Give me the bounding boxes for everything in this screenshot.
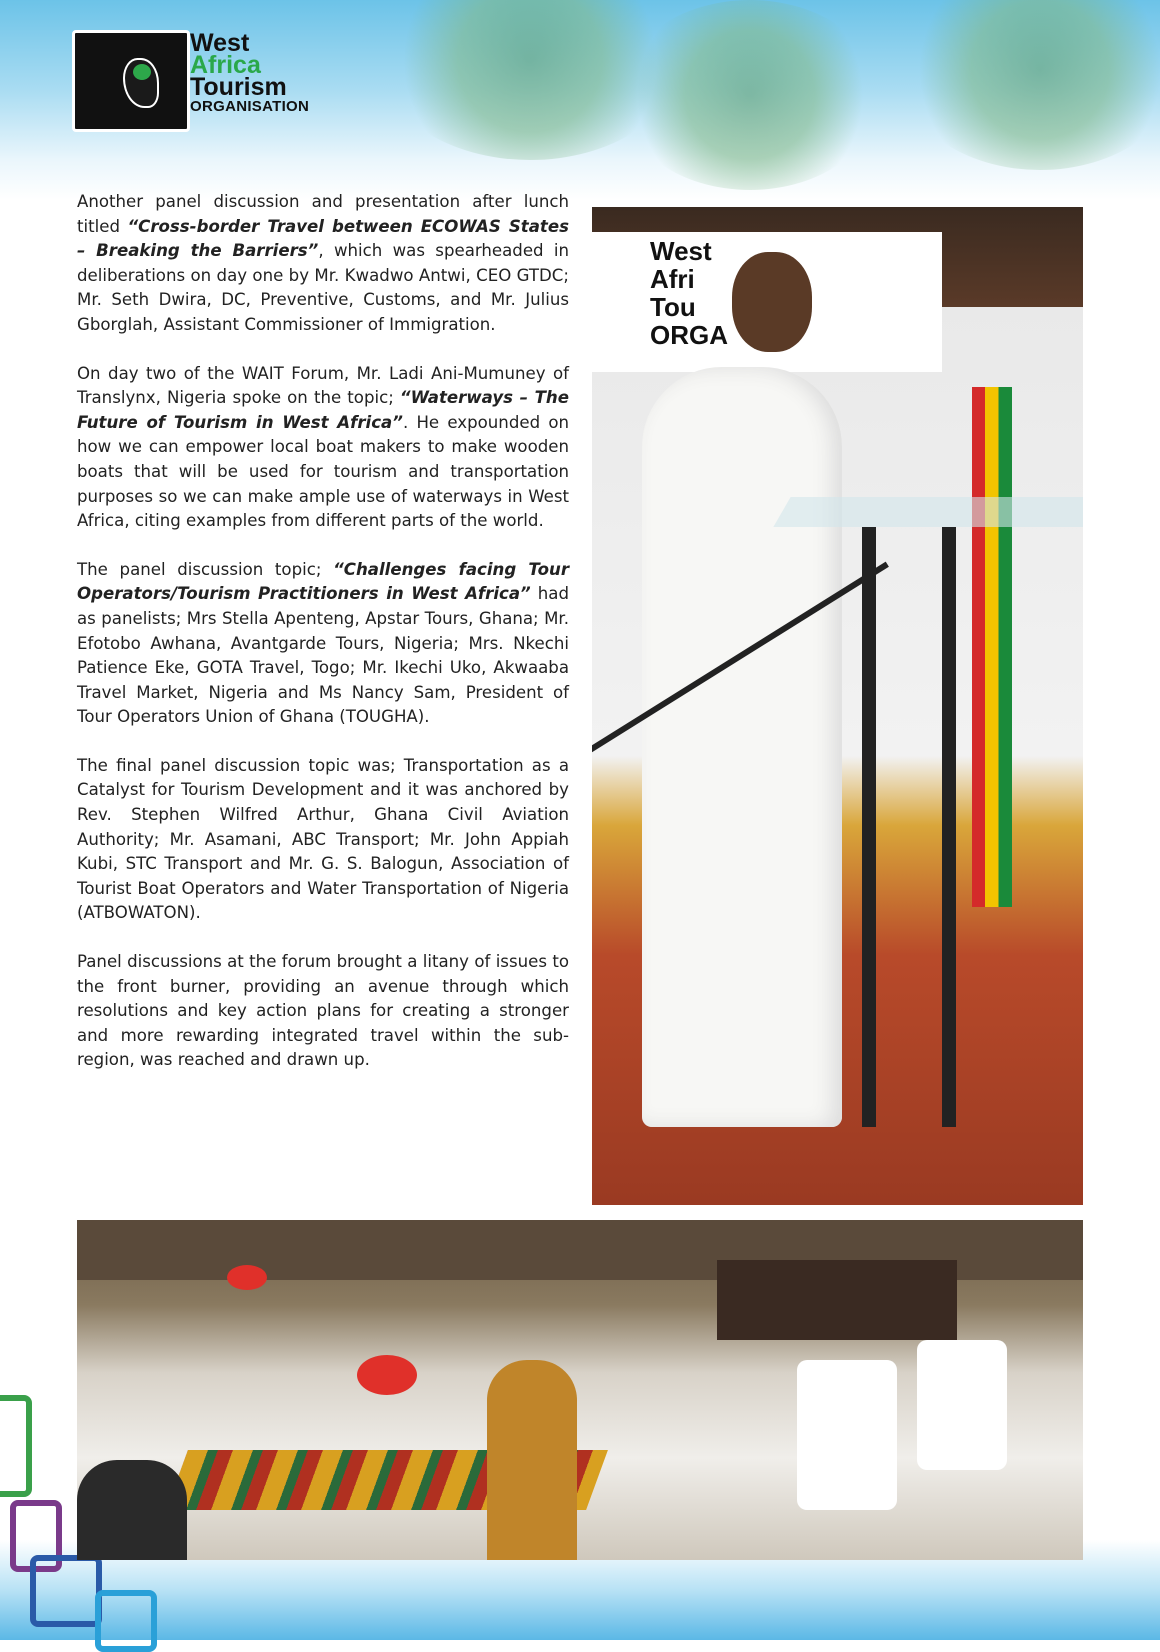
decorative-shape xyxy=(95,1590,157,1652)
speaker-head xyxy=(732,252,812,352)
forum-audience-photo xyxy=(77,1220,1083,1560)
attendee xyxy=(487,1360,577,1560)
logo-line: ORGANISATION xyxy=(190,98,310,115)
covered-chair xyxy=(797,1360,897,1510)
decorative-shape xyxy=(0,1395,32,1497)
palm-decoration xyxy=(900,0,1160,170)
article-column xyxy=(77,190,569,1097)
paragraph: Another panel discussion and presentation after lunch titled “Cross-border Travel between ECOWAS States – Breaking the Barriers”, which was spearheaded in deliberations on day one by Mr. Kwadwo Antwi, CEO GTDC; Mr. Seth Dwira, DC, Preventive, Customs, and Mr. Julius Gborglah, Assistant Commissioner of Immigration. xyxy=(77,192,570,334)
topic-title: “Cross-border Travel between ECOWAS States – Breaking the Barriers” xyxy=(77,216,569,261)
bar-counter xyxy=(717,1260,957,1340)
paragraph: The final panel discussion topic was; Transportation as a Catalyst for Tourism Development and it was anchored by Rev. Stephen Wilfred Arthur, Ghana Civil Aviation Authority; Mr. Asamani, ABC Transport; Mr. John Appiah Kubi, STC Transport and Mr. G. S. Balogun, Association of Tourist Boat Operators and Water Transportation of Nigeria (ATBOWATON). xyxy=(77,755,569,923)
ghana-flag xyxy=(972,387,1012,907)
topic-title: “Challenges facing Tour Operators/Tourism Practitioners in West Africa” xyxy=(77,559,569,604)
paragraph: The panel discussion topic; “Challenges facing Tour Operators/Tourism Practitioners in West Africa” had as panelists; Mrs Stella Apenteng, Apstar Tours, Ghana; Mr. Efotobo Awhana, Avantgarde Tours, Nigeria; Mrs. Nkechi Patience Eke, GOTA Travel, Togo; Mr. Ikechi Uko, Akwaaba Travel Market, Nigeria and Ms Nancy Sam, President of Tour Operators Union of Ghana (TOUGHA). xyxy=(77,559,569,727)
flower-centerpiece xyxy=(357,1355,417,1395)
palm-decoration xyxy=(620,0,880,190)
lectern-leg xyxy=(942,527,956,1127)
glass-lectern xyxy=(773,497,1083,527)
flower-centerpiece xyxy=(227,1265,267,1290)
paragraph: On day two of the WAIT Forum, Mr. Ladi Ani-Mumuney of Translynx, Nigeria spoke on the topic; “Waterways – The Future of Tourism in West Africa”. He expounded on how we can empower local boat makers to make wooden boats that will be used for tourism and transportation purposes so we can make ample use of waterways in West Africa, citing examples from different parts of the world. xyxy=(77,363,570,531)
wato-logo xyxy=(72,30,342,130)
covered-chair xyxy=(917,1340,1007,1470)
speaker xyxy=(642,367,842,1127)
logo-wordmark xyxy=(190,29,310,116)
topic-title: “Waterways – The Future of Tourism in West Africa” xyxy=(77,388,569,432)
speaker-photo xyxy=(592,207,1083,1205)
logo-line: Tourism xyxy=(190,73,287,101)
decorative-shape xyxy=(30,1555,102,1627)
logo-mark xyxy=(72,30,190,132)
banner-text: West Afri Tou ORGA xyxy=(650,236,728,350)
logo-line: West xyxy=(190,29,250,57)
paragraph: Panel discussions at the forum brought a litany of issues to the front burner, providing an avenue through which resolutions and key action plans for creating a stronger and more rewarding integrated travel within the sub-region, was reached and drawn up. xyxy=(77,952,569,1070)
attendee xyxy=(77,1460,187,1560)
africa-map-icon xyxy=(123,58,159,108)
logo-line: Africa xyxy=(190,51,261,79)
lectern-leg xyxy=(862,527,876,1127)
